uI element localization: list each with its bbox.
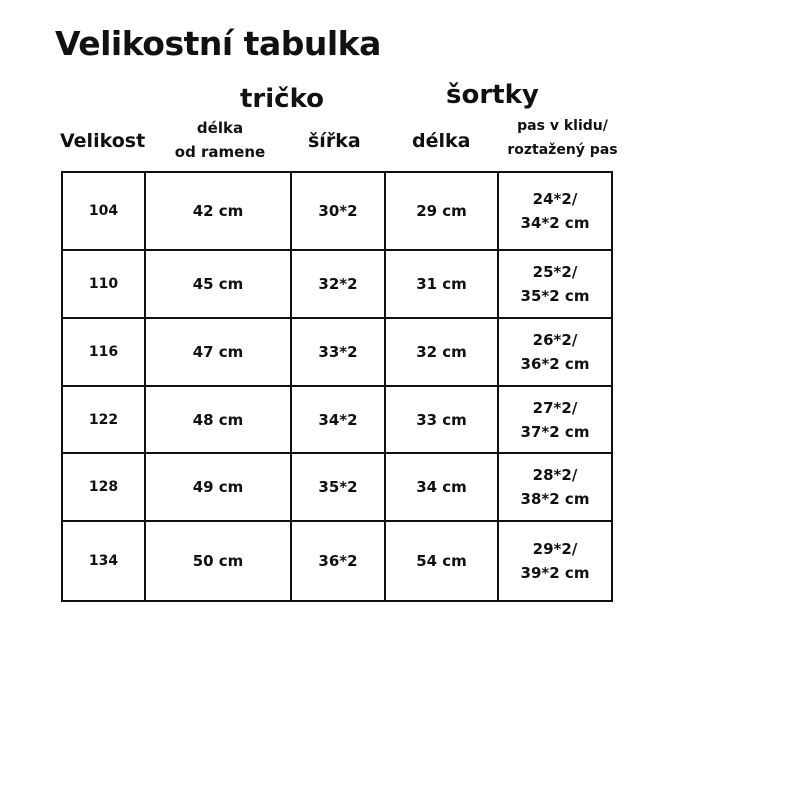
cell-waist-stretched: 37*2 cm	[520, 422, 590, 441]
cell-waist-relaxed: 29*2/	[532, 540, 578, 558]
cell-shirt-width: 33*2	[292, 319, 386, 387]
cell-waist-relaxed: 25*2/	[532, 263, 578, 281]
header-waist	[495, 114, 630, 162]
cell-shirt-length: 47 cm	[146, 319, 292, 387]
cell-shorts-length: 29 cm	[386, 173, 499, 251]
cell-waist-stretched: 38*2 cm	[520, 490, 590, 508]
cell-shirt-length: 50 cm	[146, 522, 292, 600]
cell-shorts-length: 33 cm	[386, 387, 499, 454]
cell-waist-stretched: 39*2 cm	[520, 564, 590, 582]
cell-size: 122	[63, 387, 146, 454]
cell-waist	[499, 251, 611, 319]
cell-shorts-length: 34 cm	[386, 454, 499, 522]
header-shirt-width: šířka	[308, 130, 361, 152]
page-title: Velikostní tabulka	[55, 24, 381, 63]
group-header-shorts: šortky	[446, 80, 539, 110]
header-shirt-length-line1: délka	[196, 119, 244, 137]
header-waist-line1: pas v klidu/	[517, 118, 608, 134]
cell-shorts-length: 32 cm	[386, 319, 499, 387]
header-shorts-length: délka	[412, 130, 471, 152]
cell-shirt-length: 49 cm	[146, 454, 292, 522]
cell-shirt-width: 35*2	[292, 454, 386, 522]
cell-size: 104	[63, 173, 146, 251]
cell-waist	[499, 387, 611, 454]
cell-waist-stretched: 34*2 cm	[520, 214, 590, 232]
cell-shirt-width: 36*2	[292, 522, 386, 600]
cell-size: 116	[63, 319, 146, 387]
cell-shirt-width: 30*2	[292, 173, 386, 251]
cell-shirt-length: 48 cm	[146, 387, 292, 454]
group-header-shirt: tričko	[240, 84, 325, 114]
header-shirt-length-line2: od ramene	[174, 143, 266, 161]
cell-waist-relaxed: 24*2/	[532, 190, 578, 208]
cell-size: 128	[63, 454, 146, 522]
cell-shorts-length: 31 cm	[386, 251, 499, 319]
cell-size: 110	[63, 251, 146, 319]
cell-waist-relaxed: 28*2/	[532, 466, 578, 484]
header-shirt-length	[145, 116, 295, 164]
cell-shirt-length: 45 cm	[146, 251, 292, 319]
header-size: Velikost	[60, 130, 146, 152]
cell-shorts-length: 54 cm	[386, 522, 499, 600]
cell-shirt-width: 32*2	[292, 251, 386, 319]
cell-waist	[499, 522, 611, 600]
cell-waist	[499, 173, 611, 251]
cell-waist-relaxed: 27*2/	[532, 398, 578, 417]
header-waist-line2: roztažený pas	[507, 142, 618, 158]
cell-shirt-width: 34*2	[292, 387, 386, 454]
cell-waist-stretched: 35*2 cm	[520, 287, 590, 305]
cell-waist	[499, 454, 611, 522]
cell-size: 134	[63, 522, 146, 600]
cell-waist-relaxed: 26*2/	[532, 331, 578, 349]
cell-waist	[499, 319, 611, 387]
cell-shirt-length: 42 cm	[146, 173, 292, 251]
size-table	[61, 171, 613, 602]
cell-waist-stretched: 36*2 cm	[520, 355, 590, 373]
